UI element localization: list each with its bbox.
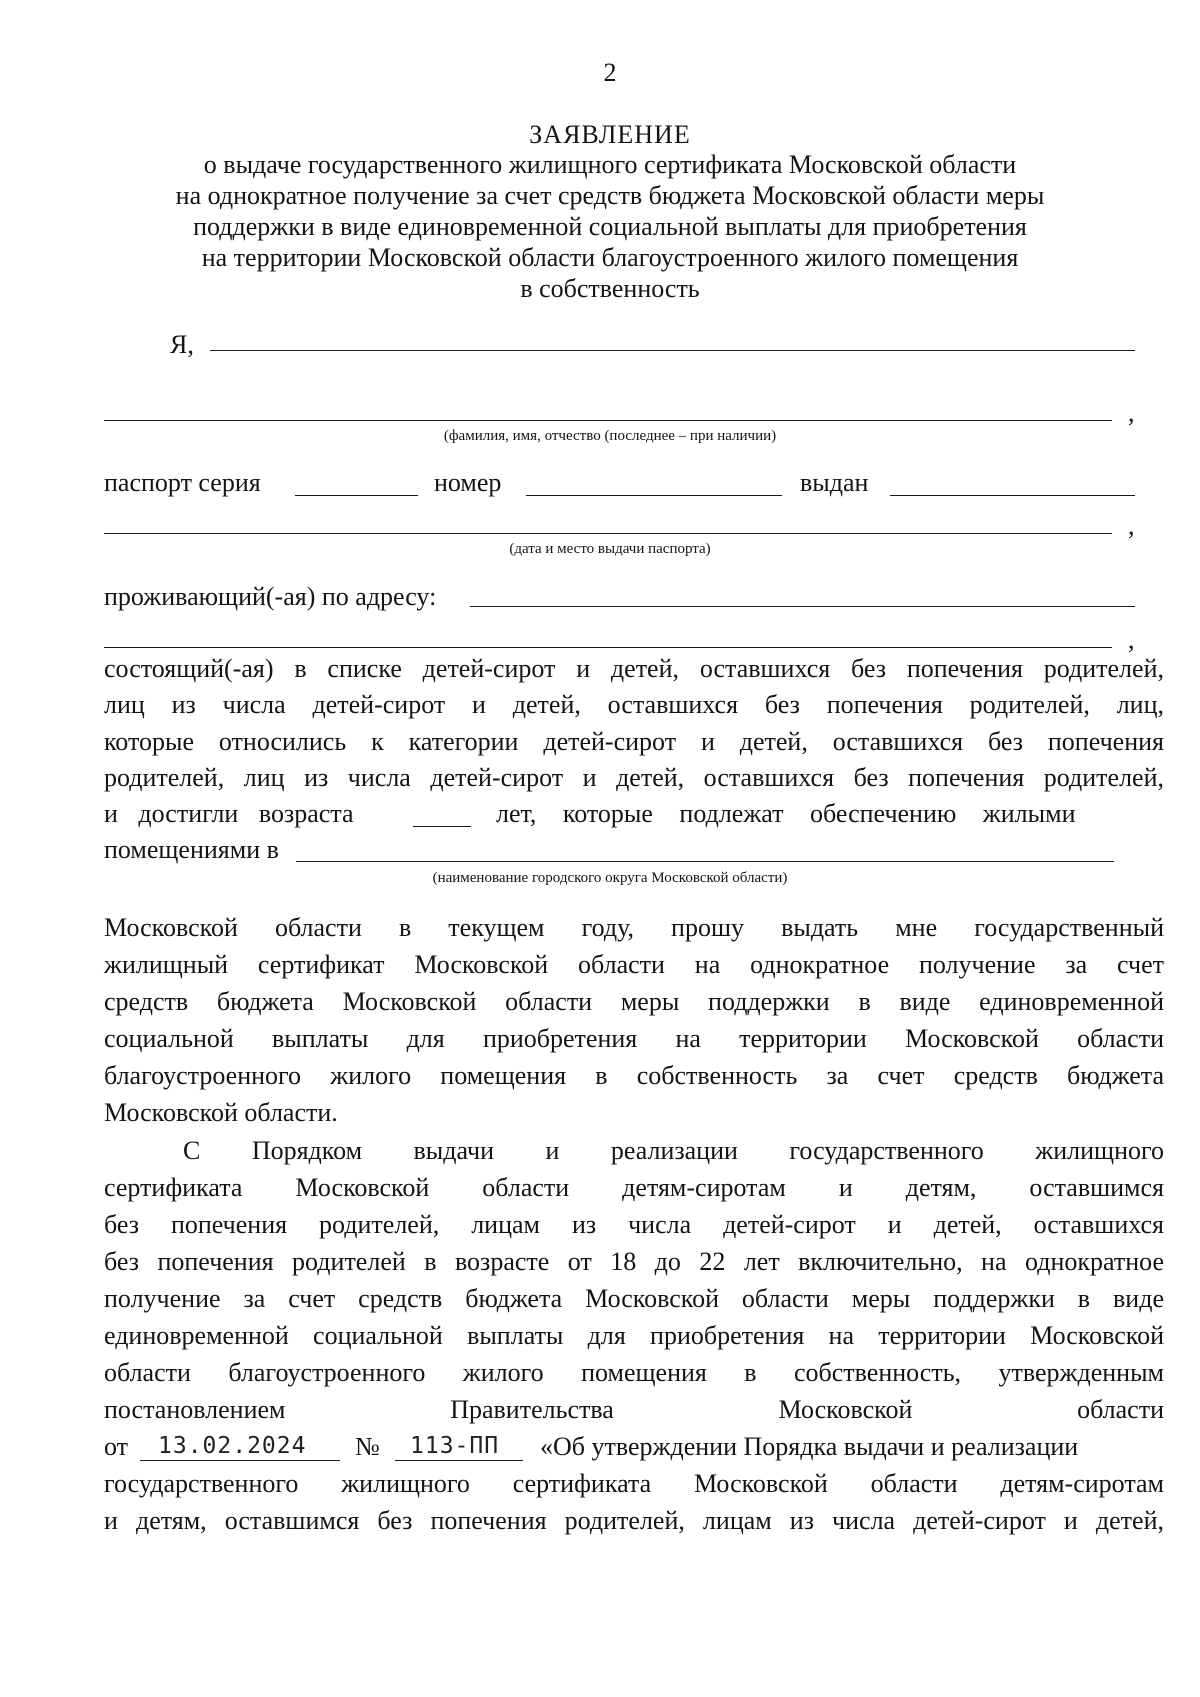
paragraph-line: постановлением Правительства Московской области [104,1395,1164,1424]
number-value: 113-ПП [410,1433,500,1459]
age-suffix: лет, которые подлежат обеспечению жилыми [496,799,1076,828]
paragraph-line: социальной выплаты для приобретения на территории Московской области [104,1024,1164,1053]
paragraph-line: лиц из числа детей-сирот и детей, оставшихся без попечения родителей, лиц, [104,690,1164,719]
paragraph-line: которые относились к категории детей-сирот и детей, оставшихся без попечения [104,727,1164,756]
subtitle-line: поддержки в виде единовременной социальной выплаты для приобретения [193,212,1027,241]
paragraph-line: сертификата Московской области детям-сиротам и детям, оставшимся [104,1173,1164,1202]
paragraph-line: и детям, оставшимся без попечения родителей, лицам из числа детей-сирот и детей, [104,1506,1164,1535]
age-field[interactable] [413,826,471,827]
paragraph-line: средств бюджета Московской области меры поддержки в виде единовременной [104,987,1164,1016]
passport-issued-field-2[interactable] [104,533,1112,534]
paragraph-line: получение за счет средств бюджета Московской области меры поддержки в виде [104,1284,1164,1313]
ya-label: Я, [170,330,194,359]
paragraph-line: родителей, лиц из числа детей-сирот и детей, оставшихся без попечения родителей, [104,763,1164,792]
passport-issued-label: выдан [800,468,869,497]
paragraph-line: жилищный сертификат Московской области на однократное получение за счет [104,950,1164,979]
date-prefix: от [104,1432,129,1461]
paragraph-line: единовременной социальной выплаты для приобретения на территории Московской [104,1321,1164,1350]
subtitle-line: в собственность [520,274,700,303]
age-prefix: и достигли возраста [104,799,354,828]
passport-caption: (дата и место выдачи паспорта) [509,541,711,557]
paragraph-line: Московской области. [104,1098,338,1127]
date-value: 13.02.2024 [158,1433,307,1459]
passport-series-label: паспорт серия [104,468,261,497]
page-number: 2 [603,58,617,87]
paragraph-line: С Порядком выдачи и реализации государственного жилищного [183,1136,1164,1165]
passport-number-field[interactable] [526,495,782,496]
address-field-line-1[interactable] [470,606,1135,607]
paragraph-line: без попечения родителей, лицам из числа детей-сирот и детей, оставшихся [104,1210,1164,1239]
address-label: проживающий(-ая) по адресу: [104,582,437,611]
paragraph-line: Московской области в текущем году, прошу выдать мне государственный [104,913,1164,942]
address-field-line-2[interactable] [104,647,1112,648]
comma: , [1128,625,1135,654]
subtitle-line: о выдаче государственного жилищного сертификата Московской области [203,150,1017,179]
passport-series-field[interactable] [295,495,418,496]
fio-field-line-2[interactable] [104,420,1112,421]
subtitle-line: на территории Московской области благоустроенного жилого помещения [201,243,1019,272]
fio-field-line-1[interactable] [210,350,1135,351]
district-field[interactable] [296,861,1114,862]
premises-label: помещениями в [104,835,279,864]
document-title: ЗАЯВЛЕНИЕ [529,120,691,149]
passport-number-label: номер [434,468,502,497]
number-field[interactable] [395,1460,523,1461]
district-caption: (наименование городского округа Московской области) [432,870,788,886]
comma: , [1128,398,1135,427]
passport-issued-field[interactable] [890,495,1135,496]
paragraph-tail: «Об утверждении Порядка выдачи и реализации [540,1432,1079,1461]
paragraph-line: области благоустроенного жилого помещения в собственность, утвержденным [104,1358,1164,1387]
paragraph-line: без попечения родителей в возрасте от 18 до 22 лет включительно, на однократное [104,1247,1164,1276]
paragraph-line: благоустроенного жилого помещения в собственность за счет средств бюджета [104,1061,1164,1090]
date-field[interactable] [140,1460,340,1461]
number-sign: № [355,1432,380,1461]
fio-caption: (фамилия, имя, отчество (последнее – при наличии) [443,428,777,444]
comma: , [1128,511,1135,540]
paragraph-line: государственного жилищного сертификата Московской области детям-сиротам [104,1469,1164,1498]
paragraph-line: состоящий(-ая) в списке детей-сирот и детей, оставшихся без попечения родителей, [104,654,1164,683]
subtitle-line: на однократное получение за счет средств бюджета Московской области меры [175,181,1045,210]
